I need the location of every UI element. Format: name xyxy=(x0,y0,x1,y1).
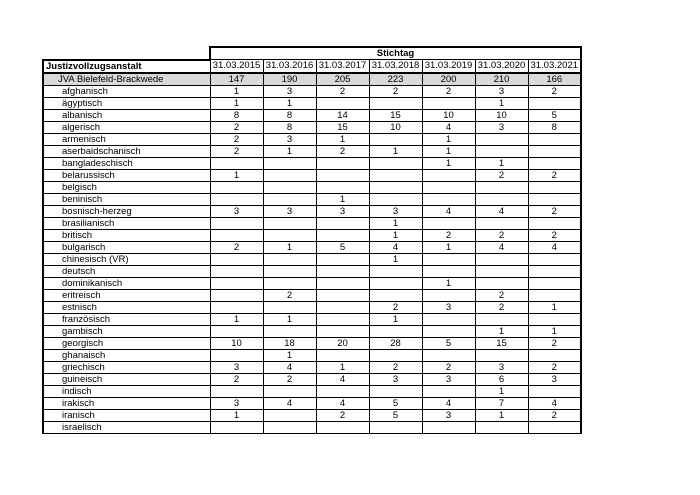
value-cell: 2 xyxy=(210,373,263,385)
value-cell: 4 xyxy=(422,397,475,409)
value-cell: 8 xyxy=(210,109,263,121)
value-cell: 1 xyxy=(316,193,369,205)
table-row xyxy=(43,205,581,217)
value-cell: 1 xyxy=(210,85,263,97)
empty-corner xyxy=(43,47,210,60)
value-cell: 1 xyxy=(210,97,263,109)
value-cell xyxy=(528,421,581,433)
table-row xyxy=(43,193,581,205)
value-cell: 4 xyxy=(422,205,475,217)
value-cell xyxy=(422,421,475,433)
value-cell: 28 xyxy=(369,337,422,349)
value-cell: 15 xyxy=(369,109,422,121)
value-cell: 1 xyxy=(263,313,316,325)
value-cell xyxy=(210,217,263,229)
name-column-header: Justizvollzugsanstalt xyxy=(43,60,210,73)
value-cell xyxy=(316,277,369,289)
value-cell: 2 xyxy=(475,169,528,181)
value-cell: 2 xyxy=(422,85,475,97)
table-row xyxy=(43,397,581,409)
value-cell xyxy=(369,181,422,193)
value-cell xyxy=(210,385,263,397)
value-cell xyxy=(210,229,263,241)
nationality-cell: armenisch xyxy=(43,133,210,145)
value-cell xyxy=(210,193,263,205)
value-cell: 1 xyxy=(475,409,528,421)
value-cell xyxy=(210,289,263,301)
value-cell xyxy=(316,385,369,397)
table-row xyxy=(43,109,581,121)
table-row xyxy=(43,217,581,229)
value-cell: 1 xyxy=(369,313,422,325)
value-cell: 2 xyxy=(210,121,263,133)
value-cell: 18 xyxy=(263,337,316,349)
value-cell xyxy=(263,193,316,205)
nationality-cell: iranisch xyxy=(43,409,210,421)
value-cell: 10 xyxy=(475,109,528,121)
value-cell xyxy=(528,313,581,325)
total-value-cell: 223 xyxy=(369,73,422,86)
table-row xyxy=(43,361,581,373)
value-cell xyxy=(422,97,475,109)
table-row xyxy=(43,301,581,313)
value-cell: 8 xyxy=(263,121,316,133)
value-cell xyxy=(369,157,422,169)
value-cell xyxy=(369,169,422,181)
nationality-cell: ghanaisch xyxy=(43,349,210,361)
value-cell: 1 xyxy=(475,157,528,169)
value-cell: 5 xyxy=(369,409,422,421)
value-cell: 3 xyxy=(475,85,528,97)
nationality-cell: bangladeschisch xyxy=(43,157,210,169)
value-cell xyxy=(263,301,316,313)
value-cell: 1 xyxy=(369,217,422,229)
total-row-name: JVA Bielefeld-Brackwede xyxy=(43,73,210,86)
value-cell xyxy=(475,253,528,265)
value-cell: 4 xyxy=(528,397,581,409)
value-cell xyxy=(316,217,369,229)
table-row xyxy=(43,145,581,157)
value-cell xyxy=(369,325,422,337)
value-cell: 2 xyxy=(475,289,528,301)
value-cell xyxy=(422,169,475,181)
value-cell xyxy=(316,157,369,169)
value-cell xyxy=(475,133,528,145)
table-row xyxy=(43,289,581,301)
value-cell: 1 xyxy=(369,253,422,265)
value-cell xyxy=(369,193,422,205)
value-cell xyxy=(210,277,263,289)
value-cell xyxy=(316,289,369,301)
value-cell: 6 xyxy=(475,373,528,385)
value-cell: 4 xyxy=(263,361,316,373)
table-row xyxy=(43,97,581,109)
nationality-cell: französisch xyxy=(43,313,210,325)
table-row xyxy=(43,325,581,337)
value-cell xyxy=(316,253,369,265)
value-cell: 14 xyxy=(316,109,369,121)
value-cell: 1 xyxy=(422,133,475,145)
value-cell: 4 xyxy=(316,373,369,385)
nationality-cell: bosnisch-herzeg xyxy=(43,205,210,217)
year-header: 31.03.2019 xyxy=(422,60,475,73)
nationality-cell: bulgarisch xyxy=(43,241,210,253)
year-header: 31.03.2015 xyxy=(210,60,263,73)
table-row xyxy=(43,229,581,241)
table-row xyxy=(43,373,581,385)
value-cell: 1 xyxy=(263,349,316,361)
value-cell: 5 xyxy=(422,337,475,349)
group-header-row xyxy=(43,47,581,60)
value-cell: 2 xyxy=(369,85,422,97)
value-cell: 1 xyxy=(422,241,475,253)
nationality-cell: eritreisch xyxy=(43,289,210,301)
value-cell xyxy=(422,313,475,325)
value-cell: 3 xyxy=(369,373,422,385)
value-cell: 5 xyxy=(369,397,422,409)
value-cell xyxy=(528,193,581,205)
value-cell: 10 xyxy=(422,109,475,121)
value-cell xyxy=(316,229,369,241)
value-cell xyxy=(422,193,475,205)
value-cell: 2 xyxy=(528,169,581,181)
value-cell xyxy=(475,265,528,277)
value-cell: 4 xyxy=(422,121,475,133)
value-cell xyxy=(528,181,581,193)
value-cell: 3 xyxy=(475,121,528,133)
table-row xyxy=(43,421,581,433)
value-cell xyxy=(369,421,422,433)
nationality-cell: estnisch xyxy=(43,301,210,313)
nationality-cell: deutsch xyxy=(43,265,210,277)
value-cell xyxy=(263,265,316,277)
total-value-cell: 200 xyxy=(422,73,475,86)
nationality-cell: belarussisch xyxy=(43,169,210,181)
value-cell xyxy=(369,385,422,397)
nationality-cell: beninisch xyxy=(43,193,210,205)
table-row xyxy=(43,337,581,349)
value-cell xyxy=(475,313,528,325)
stichtag-header: Stichtag xyxy=(210,47,581,60)
value-cell xyxy=(528,97,581,109)
value-cell: 3 xyxy=(210,205,263,217)
value-cell: 1 xyxy=(263,97,316,109)
value-cell: 7 xyxy=(475,397,528,409)
value-cell: 3 xyxy=(422,301,475,313)
value-cell: 1 xyxy=(263,145,316,157)
value-cell: 2 xyxy=(528,85,581,97)
value-cell: 2 xyxy=(263,373,316,385)
nationality-cell: britisch xyxy=(43,229,210,241)
value-cell: 4 xyxy=(475,241,528,253)
value-cell: 2 xyxy=(316,145,369,157)
table-row xyxy=(43,169,581,181)
value-cell: 10 xyxy=(210,337,263,349)
value-cell: 1 xyxy=(210,313,263,325)
value-cell xyxy=(369,289,422,301)
table-row xyxy=(43,385,581,397)
year-header: 31.03.2016 xyxy=(263,60,316,73)
value-cell xyxy=(316,421,369,433)
value-cell: 5 xyxy=(528,109,581,121)
value-cell xyxy=(369,133,422,145)
value-cell xyxy=(528,145,581,157)
value-cell: 3 xyxy=(316,205,369,217)
value-cell: 8 xyxy=(528,121,581,133)
value-cell xyxy=(210,157,263,169)
value-cell xyxy=(316,181,369,193)
value-cell: 3 xyxy=(422,409,475,421)
value-cell xyxy=(316,325,369,337)
value-cell: 1 xyxy=(210,409,263,421)
value-cell xyxy=(422,385,475,397)
value-cell xyxy=(528,217,581,229)
value-cell xyxy=(263,157,316,169)
value-cell xyxy=(316,313,369,325)
value-cell xyxy=(422,253,475,265)
value-cell xyxy=(475,145,528,157)
value-cell xyxy=(263,409,316,421)
value-cell xyxy=(263,181,316,193)
nationality-cell: afghanisch xyxy=(43,85,210,97)
value-cell xyxy=(422,325,475,337)
nationality-cell: aserbaidschanisch xyxy=(43,145,210,157)
value-cell: 15 xyxy=(475,337,528,349)
value-cell: 2 xyxy=(369,301,422,313)
value-cell: 1 xyxy=(422,145,475,157)
value-cell xyxy=(422,349,475,361)
value-cell: 1 xyxy=(422,277,475,289)
value-cell xyxy=(263,229,316,241)
nationality-cell: albanisch xyxy=(43,109,210,121)
nationality-cell: ägyptisch xyxy=(43,97,210,109)
value-cell xyxy=(210,181,263,193)
value-cell: 2 xyxy=(210,241,263,253)
nationality-cell: indisch xyxy=(43,385,210,397)
table-body xyxy=(43,73,581,434)
value-cell: 2 xyxy=(528,337,581,349)
total-value-cell: 147 xyxy=(210,73,263,86)
value-cell: 3 xyxy=(422,373,475,385)
nationality-cell: algerisch xyxy=(43,121,210,133)
nationality-cell: griechisch xyxy=(43,361,210,373)
total-value-cell: 205 xyxy=(316,73,369,86)
value-cell: 1 xyxy=(422,157,475,169)
value-cell: 2 xyxy=(422,361,475,373)
value-cell: 3 xyxy=(528,373,581,385)
value-cell xyxy=(210,253,263,265)
value-cell: 4 xyxy=(263,397,316,409)
value-cell xyxy=(369,349,422,361)
year-header: 31.03.2018 xyxy=(369,60,422,73)
value-cell: 2 xyxy=(528,205,581,217)
year-header: 31.03.2021 xyxy=(528,60,581,73)
value-cell xyxy=(475,193,528,205)
value-cell xyxy=(475,217,528,229)
value-cell: 15 xyxy=(316,121,369,133)
value-cell: 2 xyxy=(422,229,475,241)
value-cell xyxy=(210,421,263,433)
value-cell xyxy=(528,277,581,289)
table-row xyxy=(43,253,581,265)
year-header: 31.03.2020 xyxy=(475,60,528,73)
value-cell xyxy=(475,181,528,193)
value-cell xyxy=(316,169,369,181)
value-cell: 1 xyxy=(528,301,581,313)
table-row xyxy=(43,313,581,325)
value-cell xyxy=(316,301,369,313)
value-cell xyxy=(528,133,581,145)
table-row xyxy=(43,133,581,145)
value-cell: 1 xyxy=(369,229,422,241)
value-cell xyxy=(263,169,316,181)
value-cell xyxy=(369,265,422,277)
value-cell xyxy=(263,385,316,397)
value-cell: 3 xyxy=(263,205,316,217)
value-cell: 2 xyxy=(316,409,369,421)
value-cell: 1 xyxy=(263,241,316,253)
value-cell xyxy=(369,277,422,289)
value-cell: 3 xyxy=(210,397,263,409)
value-cell: 2 xyxy=(475,301,528,313)
value-cell: 1 xyxy=(369,145,422,157)
value-cell xyxy=(263,277,316,289)
table-row xyxy=(43,265,581,277)
value-cell: 8 xyxy=(263,109,316,121)
table-row xyxy=(43,277,581,289)
value-cell xyxy=(528,265,581,277)
value-cell xyxy=(210,265,263,277)
value-cell: 2 xyxy=(475,229,528,241)
total-value-cell: 166 xyxy=(528,73,581,86)
nationality-cell: chinesisch (VR) xyxy=(43,253,210,265)
nationality-cell: israelisch xyxy=(43,421,210,433)
value-cell: 2 xyxy=(369,361,422,373)
value-cell xyxy=(475,421,528,433)
value-cell xyxy=(528,349,581,361)
value-cell: 3 xyxy=(263,133,316,145)
value-cell: 1 xyxy=(528,325,581,337)
value-cell: 2 xyxy=(263,289,316,301)
table-row xyxy=(43,241,581,253)
value-cell xyxy=(263,253,316,265)
value-cell: 2 xyxy=(528,409,581,421)
value-cell xyxy=(369,97,422,109)
value-cell: 3 xyxy=(369,205,422,217)
value-cell: 1 xyxy=(475,385,528,397)
table-row xyxy=(43,349,581,361)
value-cell: 10 xyxy=(369,121,422,133)
nationality-cell: dominikanisch xyxy=(43,277,210,289)
value-cell xyxy=(422,181,475,193)
value-cell: 4 xyxy=(369,241,422,253)
value-cell xyxy=(422,289,475,301)
value-cell xyxy=(210,301,263,313)
value-cell xyxy=(210,325,263,337)
table-row xyxy=(43,121,581,133)
nationality-cell: gambisch xyxy=(43,325,210,337)
value-cell xyxy=(528,253,581,265)
value-cell: 2 xyxy=(528,361,581,373)
detention-statistics-table xyxy=(42,46,582,434)
table-row xyxy=(43,409,581,421)
value-cell xyxy=(475,277,528,289)
value-cell: 1 xyxy=(475,325,528,337)
table-row xyxy=(43,181,581,193)
value-cell xyxy=(528,289,581,301)
value-cell: 20 xyxy=(316,337,369,349)
value-cell xyxy=(316,265,369,277)
value-cell: 3 xyxy=(263,85,316,97)
value-cell xyxy=(475,349,528,361)
value-cell: 1 xyxy=(316,361,369,373)
value-cell: 4 xyxy=(316,397,369,409)
value-cell: 3 xyxy=(210,361,263,373)
value-cell: 3 xyxy=(475,361,528,373)
value-cell xyxy=(263,217,316,229)
value-cell: 1 xyxy=(210,169,263,181)
nationality-cell: georgisch xyxy=(43,337,210,349)
value-cell xyxy=(263,325,316,337)
value-cell xyxy=(316,97,369,109)
spreadsheet xyxy=(42,46,582,434)
total-row xyxy=(43,73,581,86)
total-value-cell: 210 xyxy=(475,73,528,86)
value-cell: 1 xyxy=(475,97,528,109)
nationality-cell: guineisch xyxy=(43,373,210,385)
nationality-cell: brasilianisch xyxy=(43,217,210,229)
value-cell: 1 xyxy=(316,133,369,145)
value-cell xyxy=(528,157,581,169)
value-cell xyxy=(263,421,316,433)
value-cell: 2 xyxy=(316,85,369,97)
value-cell: 4 xyxy=(528,241,581,253)
value-cell: 4 xyxy=(475,205,528,217)
value-cell xyxy=(210,349,263,361)
year-header: 31.03.2017 xyxy=(316,60,369,73)
table-row xyxy=(43,157,581,169)
value-cell: 2 xyxy=(528,229,581,241)
nationality-cell: irakisch xyxy=(43,397,210,409)
value-cell xyxy=(422,217,475,229)
column-header-row xyxy=(43,60,581,73)
value-cell xyxy=(528,385,581,397)
total-value-cell: 190 xyxy=(263,73,316,86)
value-cell xyxy=(316,349,369,361)
value-cell: 5 xyxy=(316,241,369,253)
value-cell xyxy=(422,265,475,277)
table-row xyxy=(43,85,581,97)
value-cell: 2 xyxy=(210,145,263,157)
nationality-cell: belgisch xyxy=(43,181,210,193)
value-cell: 2 xyxy=(210,133,263,145)
